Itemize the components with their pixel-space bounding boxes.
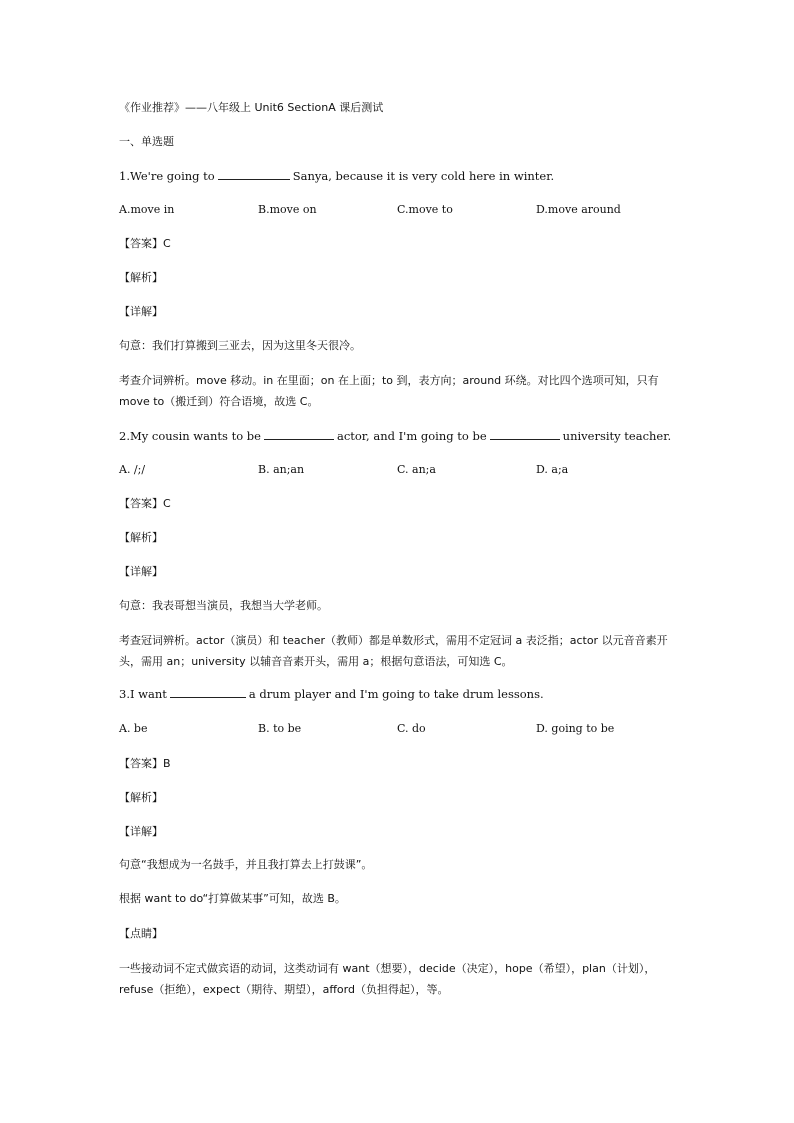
option-c: C.move to: [397, 203, 453, 216]
question-2-stem-start: 2.My cousin wants to be: [119, 429, 261, 443]
option-b: B.move on: [258, 203, 317, 216]
sentence-meaning: 句意：我们打算搬到三亚去，因为这里冬天很冷。: [119, 339, 361, 352]
option-b: B. an;an: [258, 463, 305, 476]
option-d: D. a;a: [536, 463, 569, 476]
question-2: [119, 428, 671, 444]
explanation: 考查冠词辨析。actor（演员）和 teacher（教师）都是单数形式，需用不定冠词 a 表泛指；actor 以元音音素开头，需用 an；university 以辅音音素开头，需用 a；根据句意语法，可知选 C。: [119, 634, 668, 668]
answer-label: 【答案】: [119, 237, 163, 250]
sentence-meaning: 句意：我表哥想当演员，我想当大学老师。: [119, 599, 328, 612]
option-a: A. /;/: [119, 463, 146, 476]
option-b: B. to be: [258, 722, 302, 735]
option-c: C. an;a: [397, 463, 436, 476]
tip-text: 一些接动词不定式做宾语的动词，这类动词有 want（想要），decide（决定），hope（希望），plan（计划），refuse（拒绝），expect（期待、期望），afford（负担得起），等。: [119, 962, 656, 996]
section-heading: 一、单选题: [119, 135, 174, 148]
question-2-stem-end: university teacher.: [562, 429, 672, 443]
answer-label: 【答案】: [119, 497, 163, 510]
option-c: C. do: [397, 722, 426, 735]
tip-label: 【点睛】: [119, 927, 163, 940]
analysis-label: 【解析】: [119, 791, 163, 804]
answer-blank: [218, 168, 290, 180]
question-3-stem-start: 3.I want: [119, 687, 167, 701]
option-d: D.move around: [536, 203, 621, 216]
document-title: 《作业推荐》——八年级上 Unit6 SectionA 课后测试: [119, 101, 384, 114]
question-2-stem-middle: actor, and I'm going to be: [336, 429, 487, 443]
question-1: [119, 168, 554, 184]
analysis-label: 【解析】: [119, 531, 163, 544]
detail-label: 【详解】: [119, 825, 163, 838]
answer-line: [119, 756, 171, 772]
option-d: D. going to be: [536, 722, 615, 735]
analysis-label: 【解析】: [119, 271, 163, 284]
option-a: A. be: [119, 722, 148, 735]
answer-value: C: [163, 497, 171, 510]
answer-blank: [170, 686, 246, 698]
answer-label: 【答案】: [119, 757, 163, 770]
explanation: 考查介词辨析。move 移动。in 在里面；on 在上面；to 到，表方向；around 环绕。对比四个选项可知，只有 move to（搬迁到）符合语境，故选 C。: [119, 374, 659, 408]
answer-value: C: [163, 237, 171, 250]
answer-line: [119, 496, 171, 512]
explanation: 根据 want to do“打算做某事”可知，故选 B。: [119, 892, 346, 905]
answer-value: B: [163, 757, 171, 770]
answer-blank: [264, 428, 334, 440]
detail-label: 【详解】: [119, 565, 163, 578]
question-3-stem-end: a drum player and I'm going to take drum lessons.: [248, 687, 544, 701]
sentence-meaning: 句意“我想成为一名鼓手，并且我打算去上打鼓课”。: [119, 858, 373, 871]
answer-line: [119, 236, 171, 252]
question-1-stem-start: 1.We're going to: [119, 169, 215, 183]
answer-blank: [490, 428, 560, 440]
question-1-stem-end: Sanya, because it is very cold here in winter.: [292, 169, 555, 183]
option-a: A.move in: [119, 203, 175, 216]
question-3: [119, 686, 544, 702]
detail-label: 【详解】: [119, 305, 163, 318]
